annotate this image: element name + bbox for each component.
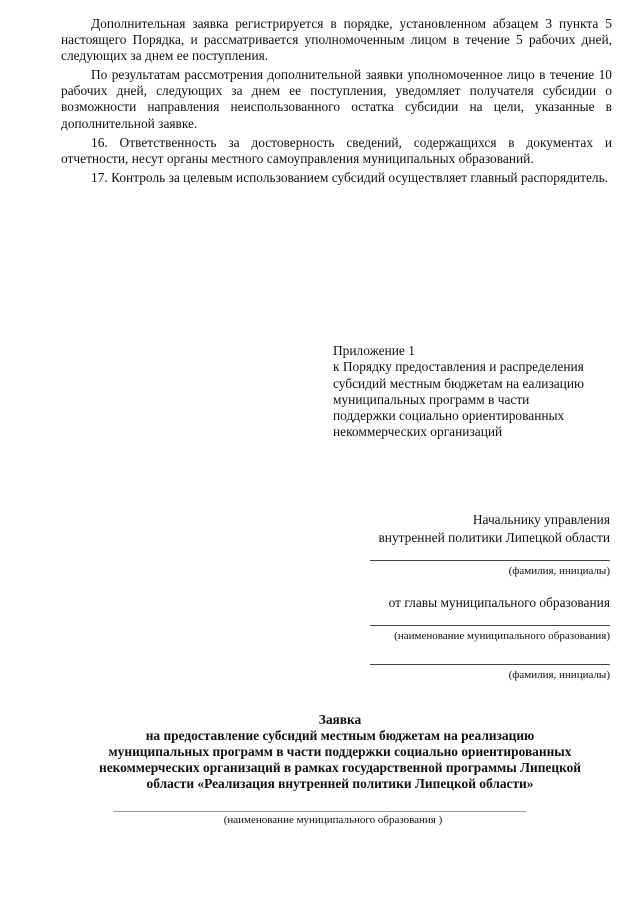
municipality-blank-line xyxy=(310,612,610,630)
sender-line: от главы муниципального образования xyxy=(388,595,610,610)
paragraph-additional-application: Дополнительная заявка регистрируется в порядке, установленном абзацем 3 пункта 5 настоящего Порядка, и рассматривается уполномоченным лицом в течение 5 рабочих дней, следующих за днем ее поступления. xyxy=(61,16,612,64)
municipality-caption: (наименование муниципального образования) xyxy=(394,630,610,642)
name-caption: (фамилия, инициалы) xyxy=(508,565,610,577)
recipient-block xyxy=(310,511,610,682)
appendix-line: к Порядку предоставления и распределения xyxy=(333,359,584,375)
municipality-name-line xyxy=(113,811,526,812)
sender-name-caption: (фамилия, инициалы) xyxy=(508,669,610,681)
recipient-title: Начальнику управления xyxy=(472,512,610,527)
recipient-department: внутренней политики Липецкой области xyxy=(378,530,610,545)
body-text xyxy=(61,16,612,189)
paragraph-review-results: По результатам рассмотрения дополнительной заявки уполномоченное лицо в течение 10 рабочих дней, следующих за днем ее поступления, уведомляет получателя субсидии о возможности направления неиспользованного остатка субсидии на цели, указанные в дополнительной заявке. xyxy=(61,67,612,131)
appendix-line: муниципальных программ в части xyxy=(333,391,530,407)
paragraph-16-responsibility: 16. Ответственность за достоверность сведений, содержащихся в документах и отчетности, несут органы местного самоуправления муниципальных образований. xyxy=(61,134,612,166)
name-blank-line xyxy=(310,547,610,565)
appendix-line: Приложение 1 xyxy=(333,343,415,358)
title-heading: Заявка xyxy=(318,712,362,727)
application-title xyxy=(40,712,640,792)
title-line: муниципальных программ в части поддержки социально ориентированных xyxy=(108,744,572,760)
appendix-line: поддержки социально ориентированных xyxy=(333,408,565,424)
appendix-header xyxy=(333,343,623,441)
sender-name-blank-line xyxy=(310,651,610,669)
appendix-line: некоммерческих организаций xyxy=(333,424,503,440)
title-line: на предоставление субсидий местным бюджетам на реализацию xyxy=(145,728,535,744)
paragraph-17-control: 17. Контроль за целевым использованием субсидий осуществляет главный распорядитель. xyxy=(91,169,609,185)
title-line: некоммерческих организаций в рамках государственной программы Липецкой xyxy=(98,760,582,776)
title-line: области «Реализация внутренней политики Липецкой области» xyxy=(146,776,534,792)
appendix-line: субсидий местным бюджетам на еализацию xyxy=(333,375,585,391)
municipality-name-caption: (наименование муниципального образования ) xyxy=(223,814,443,826)
